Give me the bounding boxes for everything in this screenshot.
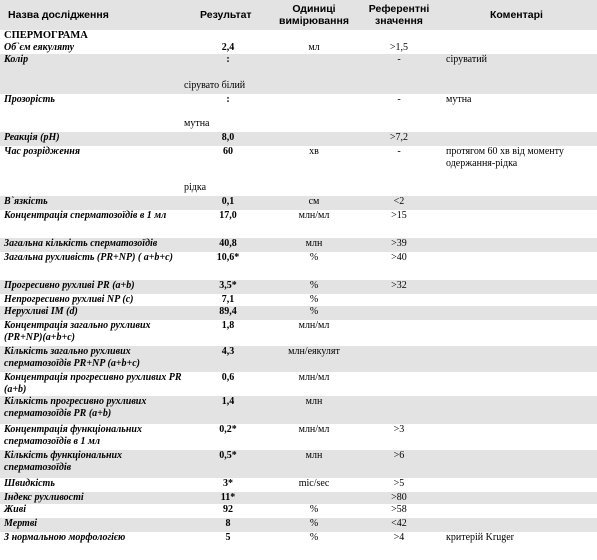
row-name: Час розрідження bbox=[4, 146, 81, 157]
result-note: мутна bbox=[184, 118, 210, 129]
row-result bbox=[184, 518, 272, 530]
row-name: Концентрація загально рухливих (PR+NP)(a+b+c) bbox=[4, 320, 151, 343]
result-value: 11* bbox=[220, 492, 236, 503]
result-value: 0,6 bbox=[221, 372, 235, 383]
row-name: Непрогресивно рухливі NP (c) bbox=[4, 294, 134, 305]
row-result bbox=[184, 504, 272, 516]
result-value: 92 bbox=[223, 504, 233, 515]
row-unit: млн bbox=[305, 450, 323, 461]
table-row bbox=[0, 280, 597, 294]
row-name: Прогресивно рухливі PR (a+b) bbox=[4, 280, 135, 291]
result-value: 60 bbox=[223, 146, 233, 157]
row-name: Концентрація прогресивно рухливих PR (a+b) bbox=[4, 372, 182, 395]
row-result bbox=[184, 346, 272, 358]
table-row bbox=[0, 504, 597, 518]
row-unit: млн/мл bbox=[298, 424, 330, 435]
result-value: 0,2* bbox=[219, 424, 237, 435]
row-reference: >5 bbox=[393, 478, 405, 489]
table-row bbox=[0, 346, 597, 372]
table-row bbox=[0, 94, 597, 132]
row-reference: >40 bbox=[391, 252, 407, 263]
row-name: Прозорість bbox=[4, 94, 55, 105]
result-value: : bbox=[226, 54, 230, 65]
table-row bbox=[0, 238, 597, 252]
result-value: 17,0 bbox=[219, 210, 237, 221]
row-result bbox=[184, 252, 272, 264]
table-row bbox=[0, 42, 597, 54]
header-result: Результат bbox=[200, 9, 252, 21]
table-row bbox=[0, 306, 597, 320]
row-unit: млн/мл bbox=[298, 372, 330, 383]
row-reference: - bbox=[397, 94, 401, 105]
row-result bbox=[184, 306, 272, 318]
result-value: 4,3 bbox=[221, 346, 235, 357]
result-value: 8 bbox=[225, 518, 231, 529]
row-reference: >15 bbox=[391, 210, 407, 221]
row-result bbox=[184, 450, 272, 462]
row-unit: см bbox=[308, 196, 320, 207]
header-unit-line2: вимірювання bbox=[279, 15, 349, 27]
row-name: Кількість прогресивно рухливих сперматозоїдів PR (a+b) bbox=[4, 396, 147, 419]
result-value: : bbox=[226, 94, 230, 105]
row-result bbox=[184, 146, 272, 194]
row-result bbox=[184, 42, 272, 54]
row-name: Кількість функціональних сперматозоїдів bbox=[4, 450, 123, 473]
result-value: 10,6* bbox=[216, 252, 240, 263]
header-ref-line2: значення bbox=[375, 15, 423, 27]
row-name: Кількість загально рухливих сперматозоїдів PR+NP (a+b+c) bbox=[4, 346, 140, 369]
row-name: Швидкість bbox=[4, 478, 55, 489]
result-value: 2,4 bbox=[221, 42, 235, 53]
table-row bbox=[0, 372, 597, 396]
row-unit: хв bbox=[309, 146, 319, 157]
table-row bbox=[0, 450, 597, 478]
row-unit: % bbox=[309, 532, 319, 543]
result-value: 7,1 bbox=[221, 294, 235, 305]
table-row bbox=[0, 518, 597, 532]
table-row bbox=[0, 320, 597, 346]
row-name: Загальна рухливість (PR+NP) ( a+b+c) bbox=[4, 252, 173, 263]
row-name: Нерухливі IM (d) bbox=[4, 306, 78, 317]
row-reference: >3 bbox=[393, 424, 405, 435]
header-comments: Коментарі bbox=[490, 9, 543, 21]
row-result bbox=[184, 294, 272, 306]
row-reference: >32 bbox=[391, 280, 407, 291]
header-ref bbox=[356, 3, 442, 27]
table-row bbox=[0, 532, 597, 546]
row-name: Колір bbox=[4, 54, 29, 65]
row-reference: >58 bbox=[391, 504, 407, 515]
table-row bbox=[0, 294, 597, 306]
row-name: Мертві bbox=[4, 518, 38, 529]
row-result bbox=[184, 320, 272, 332]
row-result bbox=[184, 424, 272, 436]
row-result bbox=[184, 238, 272, 250]
table-row bbox=[0, 132, 597, 146]
row-result bbox=[184, 532, 272, 544]
row-name: Індекс рухливості bbox=[4, 492, 84, 503]
table-row bbox=[0, 146, 597, 196]
row-reference: >6 bbox=[393, 450, 405, 461]
table-header bbox=[0, 0, 597, 30]
result-note: сірувато білий bbox=[184, 80, 246, 91]
row-comment: протягом 60 хв від моменту одержання-рідка bbox=[446, 146, 564, 169]
result-value: 5 bbox=[225, 532, 231, 543]
row-reference: - bbox=[397, 146, 401, 157]
header-name: Назва дослідження bbox=[8, 9, 109, 21]
row-result bbox=[184, 54, 272, 92]
row-reference: >1,5 bbox=[389, 42, 409, 53]
row-name: З нормальною морфологією bbox=[4, 532, 126, 543]
section-title: СПЕРМОГРАМА bbox=[4, 30, 88, 41]
row-comment: мутна bbox=[446, 94, 472, 105]
result-value: 8,0 bbox=[221, 132, 235, 143]
row-unit: % bbox=[309, 306, 319, 317]
result-value: 1,4 bbox=[221, 396, 235, 407]
row-result bbox=[184, 280, 272, 292]
row-comment: сіруватий bbox=[446, 54, 487, 65]
row-name: В`язкість bbox=[4, 196, 48, 207]
row-unit: млн/еякулят bbox=[288, 346, 340, 357]
header-ref-line1: Референтні bbox=[368, 3, 430, 15]
row-unit: % bbox=[309, 280, 319, 291]
row-result bbox=[184, 132, 272, 144]
row-result bbox=[184, 372, 272, 384]
row-name: Реакція (pH) bbox=[4, 132, 60, 143]
row-result bbox=[184, 196, 272, 208]
result-value: 3* bbox=[223, 478, 233, 489]
row-name: Живі bbox=[4, 504, 26, 515]
row-name: Концентрація сперматозоїдів в 1 мл bbox=[4, 210, 167, 221]
result-value: 1,8 bbox=[221, 320, 235, 331]
table-row bbox=[0, 396, 597, 424]
header-unit bbox=[272, 3, 356, 27]
row-unit: % bbox=[309, 252, 319, 263]
row-result bbox=[184, 94, 272, 130]
result-value: 0,1 bbox=[221, 196, 235, 207]
row-result bbox=[184, 478, 272, 490]
row-reference: >4 bbox=[393, 532, 405, 543]
table-row bbox=[0, 478, 597, 492]
row-name: Концентрація функціональних сперматозоїдів в 1 мл bbox=[4, 424, 142, 447]
table-row bbox=[0, 210, 597, 238]
row-unit: % bbox=[309, 504, 319, 515]
row-reference: >80 bbox=[391, 492, 407, 503]
table-row bbox=[0, 54, 597, 94]
row-result bbox=[184, 396, 272, 408]
row-unit: % bbox=[309, 518, 319, 529]
row-unit: млн bbox=[305, 396, 323, 407]
table-row bbox=[0, 492, 597, 504]
row-reference: <42 bbox=[391, 518, 407, 529]
row-result bbox=[184, 492, 272, 504]
row-unit: мл bbox=[308, 42, 320, 53]
result-value: 40,8 bbox=[219, 238, 237, 249]
header-unit-line1: Одиниці bbox=[292, 3, 336, 15]
row-unit: % bbox=[309, 294, 319, 305]
row-reference: >7,2 bbox=[389, 132, 409, 143]
result-value: 0,5* bbox=[219, 450, 237, 461]
result-value: 89,4 bbox=[219, 306, 237, 317]
row-unit: mic/sec bbox=[298, 478, 330, 489]
row-comment: критерій Kruger bbox=[446, 532, 514, 543]
row-unit: млн bbox=[305, 238, 323, 249]
row-unit: млн/мл bbox=[298, 210, 330, 221]
result-value: 3,5* bbox=[219, 280, 237, 291]
row-name: Загальна кількість сперматозоїдів bbox=[4, 238, 158, 249]
row-reference: >39 bbox=[391, 238, 407, 249]
row-result bbox=[184, 210, 272, 222]
result-note: рідка bbox=[184, 182, 207, 193]
table-row bbox=[0, 252, 597, 280]
row-reference: <2 bbox=[393, 196, 405, 207]
row-name: Об`єм еякуляту bbox=[4, 42, 75, 53]
table-row bbox=[0, 196, 597, 210]
row-reference: - bbox=[397, 54, 401, 65]
table-row bbox=[0, 424, 597, 450]
row-unit: млн/мл bbox=[298, 320, 330, 331]
